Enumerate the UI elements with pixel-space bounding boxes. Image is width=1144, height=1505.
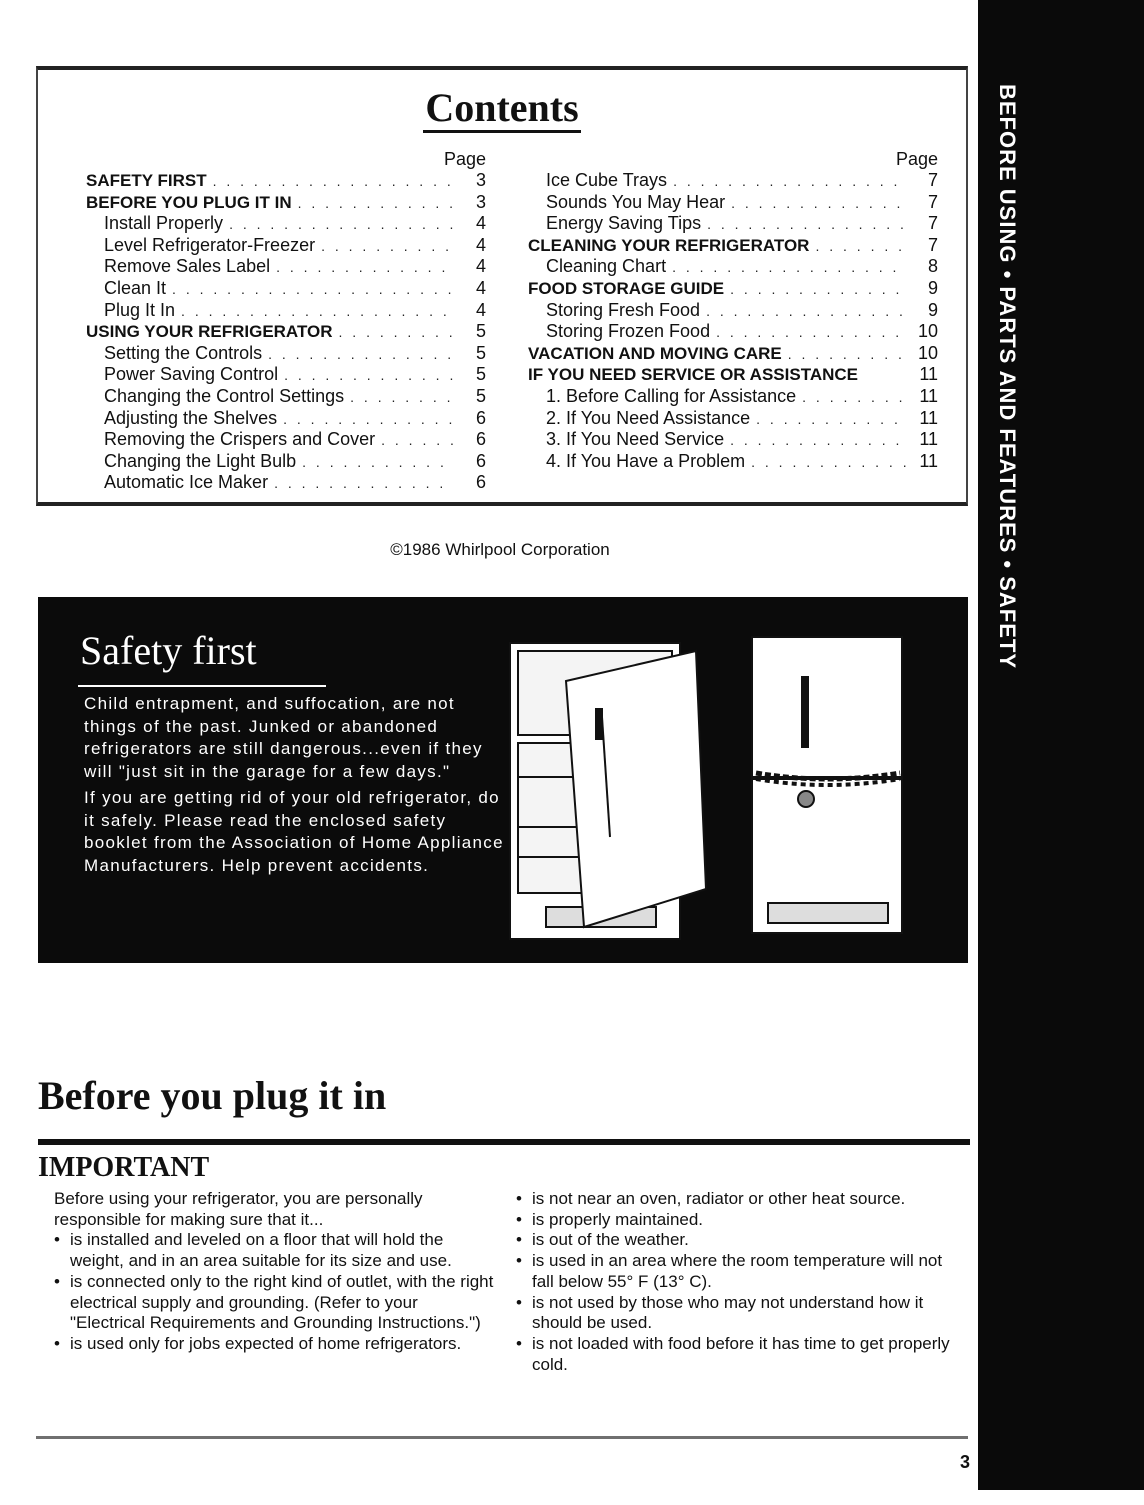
- toc-leader-dots: [730, 430, 906, 452]
- toc-entry: [86, 278, 486, 300]
- toc-leader-dots: [339, 322, 454, 344]
- toc-entry-page: 11: [919, 429, 938, 450]
- toc-entry-page: 9: [927, 299, 938, 320]
- toc-right-column: [528, 148, 938, 472]
- toc-entry: [86, 451, 486, 473]
- toc-entry: [528, 321, 938, 343]
- toc-entry: [86, 235, 486, 257]
- toc-entry-page: 6: [475, 472, 486, 493]
- toc-entry-label: USING YOUR REFRIGERATOR: [86, 322, 333, 342]
- side-tab-text: BEFORE USING • PARTS AND FEATURES • SAFETY: [995, 84, 1020, 670]
- toc-entry-page: 8: [927, 256, 938, 277]
- safety-title-rule: [78, 685, 326, 687]
- contents-box: [36, 66, 968, 506]
- toc-entry-page: 10: [917, 321, 938, 342]
- toc-entry-label: 1. Before Calling for Assistance: [546, 385, 797, 406]
- copyright: ©1986 Whirlpool Corporation: [390, 540, 610, 559]
- toc-leader-dots: [756, 409, 906, 431]
- toc-leader-dots: [213, 171, 454, 193]
- contents-title: Contents: [38, 84, 966, 131]
- toc-entry-page: 4: [475, 234, 486, 255]
- toc-entry-label: Storing Fresh Food: [546, 299, 701, 320]
- toc-entry: [86, 192, 486, 214]
- toc-entry-label: Storing Frozen Food: [546, 321, 711, 342]
- toc-entry-label: BEFORE YOU PLUG IT IN: [86, 192, 292, 212]
- toc-entry: [528, 343, 938, 365]
- toc-entry-page: 3: [475, 170, 486, 190]
- chained-refrigerator: [752, 637, 902, 933]
- toc-entry-page: 4: [475, 256, 486, 277]
- toc-entry-label: 2. If You Need Assistance: [546, 407, 751, 428]
- toc-entry: [528, 429, 938, 451]
- toc-entry-page: 5: [475, 342, 486, 363]
- toc-entry-label: Adjusting the Shelves: [104, 407, 278, 428]
- section-rule: [38, 1139, 970, 1145]
- toc-entry-page: 7: [927, 170, 938, 190]
- bullet-item: • is not loaded with food before it has time to get properly cold.: [516, 1334, 956, 1375]
- toc-entry-page: 11: [919, 385, 938, 406]
- requirements-left-column: [54, 1189, 494, 1355]
- toc-entry: [528, 451, 938, 473]
- toc-entry-page: 9: [927, 277, 938, 298]
- toc-entry-label: Ice Cube Trays: [546, 170, 668, 190]
- toc-leader-dots: [706, 301, 906, 323]
- toc-entry-page: 11: [919, 450, 938, 471]
- page-header: Page: [443, 149, 486, 169]
- toc-entry: [86, 213, 486, 235]
- toc-entry-label: Energy Saving Tips: [546, 213, 702, 234]
- bullet-item: • is used only for jobs expected of home refrigerators.: [54, 1334, 494, 1355]
- bullet-item: • is installed and leveled on a floor that will hold the weight, and in an area suitable for its size and use.: [54, 1230, 494, 1271]
- toc-entry: [528, 213, 938, 235]
- toc-leader-dots: [788, 344, 906, 366]
- toc-leader-dots: [381, 430, 454, 452]
- bullet-item: • is not used by those who may not understand how it should be used.: [516, 1293, 956, 1334]
- page-header: Page: [895, 149, 938, 169]
- toc-leader-dots: [350, 387, 454, 409]
- toc-leader-dots: [321, 236, 454, 258]
- bullet-item: • is not near an oven, radiator or other heat source.: [516, 1189, 956, 1210]
- toc-entry-label: Removing the Crispers and Cover: [104, 429, 376, 450]
- toc-entry: [86, 408, 486, 430]
- toc-leader-dots: [730, 279, 906, 301]
- toc-entry: [86, 386, 486, 408]
- toc-entry-label: Sounds You May Hear: [546, 191, 726, 212]
- toc-entry-page: 11: [919, 407, 938, 428]
- toc-left-column: [86, 148, 486, 494]
- toc-entry-label: 4. If You Have a Problem: [546, 450, 746, 471]
- toc-leader-dots: [707, 214, 906, 236]
- bullet-item: • is connected only to the right kind of outlet, with the right electrical supply and grounding. (Refer to your "Electrical Requirements and Grounding Instructions."): [54, 1272, 494, 1334]
- toc-leader-dots: [751, 452, 906, 474]
- toc-leader-dots: [283, 409, 454, 431]
- toc-entry-label: Changing the Light Bulb: [104, 450, 297, 471]
- toc-entry-label: Clean It: [104, 277, 167, 298]
- toc-entry-label: 3. If You Need Service: [546, 429, 725, 450]
- toc-entry: [528, 192, 938, 214]
- toc-entry: [528, 256, 938, 278]
- toc-entry-label: VACATION AND MOVING CARE: [528, 343, 782, 363]
- toc-entry-label: FOOD STORAGE GUIDE: [528, 278, 725, 298]
- toc-entry: [86, 472, 486, 494]
- toc-entry: [528, 170, 938, 192]
- toc-entry-page: 4: [475, 299, 486, 320]
- toc-entry-page: 4: [475, 277, 486, 298]
- toc-entry-label: IF YOU NEED SERVICE OR ASSISTANCE: [528, 365, 858, 385]
- toc-entry-label: Power Saving Control: [104, 364, 279, 385]
- safety-title: Safety first: [80, 628, 257, 673]
- important-heading: IMPORTANT: [38, 1152, 210, 1183]
- toc-leader-dots: [672, 257, 906, 279]
- toc-entry: [528, 386, 938, 408]
- toc-leader-dots: [716, 322, 906, 344]
- toc-entry: [86, 364, 486, 386]
- toc-leader-dots: [276, 257, 454, 279]
- open-refrigerator: [510, 643, 706, 939]
- bottom-rule: [36, 1436, 968, 1439]
- bullet-item: • is properly maintained.: [516, 1210, 956, 1231]
- toc-entry: [528, 408, 938, 430]
- toc-entry: [86, 429, 486, 451]
- toc-entry-page: 5: [475, 364, 486, 385]
- toc-entry-page: 5: [475, 385, 486, 406]
- refrigerator-illustration: [506, 627, 926, 945]
- toc-entry-page: 7: [927, 191, 938, 212]
- safety-paragraph-2: If you are getting rid of your old refrigerator, do it safely. Please read the enclosed safety booklet from the Association of Home Appliance Manufacturers. Help prevent accidents.: [84, 788, 504, 875]
- bullet-item: • is used in an area where the room temperature will not fall below 55° F (13° C).: [516, 1251, 956, 1292]
- toc-entry-page: 4: [475, 213, 486, 234]
- toc-entry-label: Install Properly: [104, 213, 224, 234]
- intro-text: Before using your refrigerator, you are personally responsible for making sure that it...: [54, 1189, 423, 1229]
- toc-entry-page: 6: [475, 450, 486, 471]
- toc-entry-page: 11: [919, 364, 938, 385]
- toc-leader-dots: [815, 236, 906, 258]
- toc-leader-dots: [302, 452, 454, 474]
- toc-leader-dots: [268, 344, 454, 366]
- toc-entry-page: 5: [475, 321, 486, 342]
- toc-leader-dots: [284, 365, 454, 387]
- toc-leader-dots: [229, 214, 454, 236]
- toc-entry-label: Changing the Control Settings: [104, 385, 345, 406]
- toc-leader-dots: [274, 473, 454, 495]
- toc-entry-label: CLEANING YOUR REFRIGERATOR: [528, 235, 810, 255]
- safety-text: [84, 693, 504, 881]
- toc-leader-dots: [731, 193, 906, 215]
- toc-entry-label: Plug It In: [104, 299, 176, 320]
- toc-entry: [528, 300, 938, 322]
- toc-entry-page: 6: [475, 407, 486, 428]
- toc-entry-label: Automatic Ice Maker: [104, 472, 269, 493]
- bullet-item: • is out of the weather.: [516, 1230, 956, 1251]
- requirements-right-column: [516, 1189, 956, 1375]
- toc-entry: [528, 364, 938, 386]
- toc-entry-label: SAFETY FIRST: [86, 171, 207, 190]
- toc-entry-label: Level Refrigerator-Freezer: [104, 234, 316, 255]
- page-number: 3: [960, 1452, 971, 1472]
- toc-entry: [86, 300, 486, 322]
- toc-entry-page: 10: [917, 342, 938, 363]
- toc-entry-label: Remove Sales Label: [104, 256, 271, 277]
- toc-leader-dots: [172, 279, 454, 301]
- safety-panel: [38, 597, 968, 963]
- toc-entry: [86, 343, 486, 365]
- before-title: Before you plug it in: [38, 1073, 387, 1118]
- toc-leader-dots: [298, 193, 454, 215]
- toc-leader-dots: [802, 387, 906, 409]
- toc-entry: [86, 170, 486, 192]
- toc-entry-page: 7: [927, 234, 938, 255]
- toc-entry-page: 6: [475, 429, 486, 450]
- safety-paragraph-1: Child entrapment, and suffocation, are not things of the past. Junked or abandoned refrigerators are still dangerous...even if they will "just sit in the garage for a few days.": [84, 694, 483, 781]
- toc-entry: [86, 321, 486, 343]
- toc-entry: [528, 235, 938, 257]
- toc-leader-dots: [181, 301, 454, 323]
- toc-entry: [86, 256, 486, 278]
- toc-entry-label: Cleaning Chart: [546, 256, 667, 277]
- toc-entry-label: Setting the Controls: [104, 342, 263, 363]
- toc-entry: [528, 278, 938, 300]
- toc-leader-dots: [673, 171, 906, 193]
- toc-entry-page: 7: [927, 213, 938, 234]
- toc-entry-page: 3: [475, 191, 486, 212]
